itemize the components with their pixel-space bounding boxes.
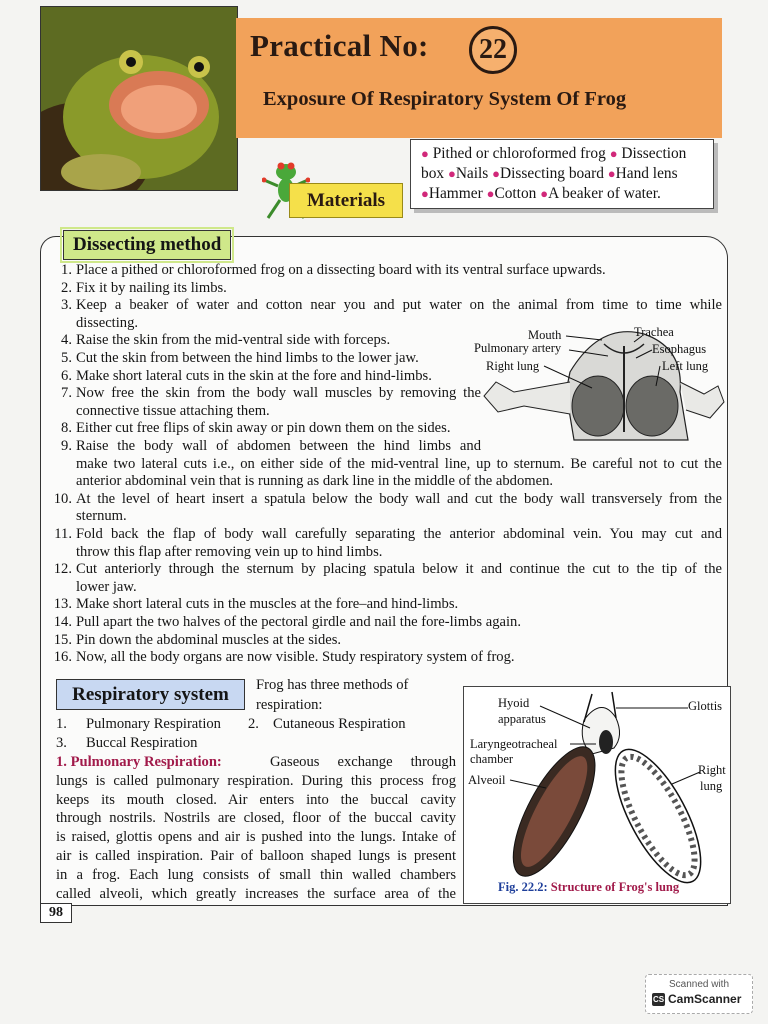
fig1-label-left-lung: Left lung [662, 359, 709, 373]
camscanner-watermark [645, 974, 753, 1014]
frog-photo [40, 6, 238, 191]
method-num: 2. [248, 716, 259, 732]
page-number: 98 [40, 903, 72, 923]
step-number: 7. [61, 385, 72, 402]
step-text-line: Keep a beaker of water and cotton near you and put water on the animal from time to time while [76, 297, 722, 314]
fig2-label-chamber: chamber [470, 752, 514, 766]
paragraph-line: lungs is called pulmonary respiration. During this process frog [56, 772, 456, 789]
caption-text: Structure of Frog's lung [550, 880, 680, 894]
paragraph-line: keeps its mouth closed. Air enters into the buccal cavity [56, 791, 456, 808]
scanner-top-text: Scanned with [668, 979, 730, 990]
step-text-line: Fold back the flap of body wall carefully separating the anterior abdominal vein. You may cut and [76, 526, 722, 542]
caption-prefix: Fig. 22.2: [498, 880, 548, 894]
materials-line: box ●Nails ●Dissecting board ●Hand lens [421, 165, 678, 182]
page-title: Practical No: [250, 28, 429, 63]
paragraph-line: through nostrils. Nostrils are closed, floor of the buccal cavity [56, 810, 456, 827]
material-item: Hammer [428, 185, 483, 202]
step-number: 8. [61, 420, 72, 437]
lung-figure-caption [498, 880, 679, 895]
material-item: box [421, 165, 445, 182]
step-number: 5. [61, 350, 72, 366]
step-number: 1. [61, 262, 72, 278]
step-number: 14. [53, 614, 72, 630]
respiratory-system-heading: Respiratory system [56, 679, 245, 710]
step-text-line: connective tissue attaching them. [76, 402, 270, 419]
paragraph-line: called alveoli, which greatly increases the surface area of the [56, 885, 456, 902]
step-text-line: throw this flap after removing vein up to hind limbs. [76, 543, 383, 560]
step-text-line: Raise the body wall of abdomen between the hind limbs and [76, 438, 481, 454]
fig1-label-mouth: Mouth [528, 328, 562, 342]
step-text-line: At the level of heart insert a spatula below the body wall and cut the body wall transversely from the [76, 490, 722, 507]
step-number: 16. [53, 649, 72, 666]
lung-structure-figure [466, 688, 728, 884]
paragraph-line: Gaseous exchange through [270, 754, 456, 770]
fig1-label-esophagus: Esophagus [652, 342, 707, 356]
pulmonary-respiration-title: 1. Pulmonary Respiration: [56, 754, 222, 770]
method-num: 3. [56, 735, 67, 751]
step-number: 15. [53, 631, 72, 648]
material-item: Dissecting board [500, 165, 604, 182]
step-text-line: sternum. [76, 508, 127, 525]
step-text-line: Fix it by nailing its limbs. [76, 279, 227, 296]
step-number: 11. [54, 526, 72, 542]
step-number: 4. [61, 332, 72, 349]
respiratory-intro-2: respiration: [256, 697, 323, 713]
step-text-line: Now free the skin from the body wall muscles by removing the [76, 385, 481, 402]
step-text-line: Make short lateral cuts in the skin at the fore and hind-limbs. [76, 367, 432, 384]
fig1-label-right-lung: Right lung [486, 359, 540, 373]
step-number: 6. [61, 367, 72, 384]
fig2-label-glottis: Glottis [688, 699, 723, 713]
method-cutaneous: Cutaneous Respiration [273, 716, 406, 732]
paragraph-line: is raised, glottis opens and air is pushed into the lungs. Intake of [56, 829, 456, 846]
step-text-line: Now, all the body organs are now visible. Study respiratory system of frog. [76, 649, 515, 666]
paragraph-line: air is called inspiration. Pair of balloon shaped lungs is present [56, 848, 456, 864]
material-item: A beaker of water. [548, 185, 661, 202]
material-item: Dissection [621, 145, 687, 162]
fig2-label-hyoid: Hyoid [498, 696, 530, 710]
material-item: Hand lens [615, 165, 678, 182]
fig1-label-pulmonary-artery: Pulmonary artery [474, 341, 562, 355]
step-text-line: make two lateral cuts i.e., on either side of the mid-ventral line, up to sternum. Be careful not to cut the [76, 455, 722, 472]
fig2-label-right: Right [698, 763, 726, 777]
step-number: 10. [53, 490, 72, 507]
step-number: 13. [53, 596, 72, 613]
camscanner-logo-icon: CS [652, 995, 665, 1004]
method-buccal: Buccal Respiration [86, 735, 198, 751]
dissected-frog-figure [474, 322, 726, 450]
step-number: 3. [61, 297, 72, 314]
step-text-line: anterior abdominal vein that is running as dark line in the middle of the abdomen. [76, 473, 554, 490]
step-text-line: Either cut free flips of skin away or pin down them on the sides. [76, 420, 451, 437]
paragraph-line: in a frog. Each lung consists of small thin walled chambers [56, 866, 456, 883]
practical-number: 22 [469, 26, 517, 74]
step-text-line: Cut the skin from between the hind limbs to the lower jaw. [76, 350, 419, 366]
method-num: 1. [56, 716, 67, 732]
step-text-line: Make short lateral cuts in the muscles at the fore–and hind-limbs. [76, 596, 459, 613]
materials-list [410, 139, 714, 209]
step-text-line: Place a pithed or chloroformed frog on a dissecting board with its ventral surface upwards. [76, 262, 606, 278]
step-text-line: lower jaw. [76, 578, 137, 595]
fig1-label-trachea: Trachea [634, 325, 674, 339]
materials-line: ●Hammer ●Cotton ●A beaker of water. [421, 185, 661, 202]
page-subtitle: Exposure Of Respiratory System Of Frog [263, 88, 627, 110]
fig2-label-lung: lung [700, 779, 723, 793]
materials-label: Materials [289, 183, 403, 218]
respiratory-intro-1: Frog has three methods of [256, 677, 409, 693]
fig2-label-laryngeotracheal: Laryngeotracheal [470, 737, 558, 751]
scanner-brand: CamScanner [668, 992, 742, 1006]
material-item: Pithed or chloroformed frog [432, 145, 606, 162]
step-number: 2. [61, 279, 72, 296]
material-item: Nails [455, 165, 489, 182]
step-text-line: dissecting. [76, 314, 139, 331]
step-text-line: Cut anteriorly through the sternum by placing spatula below it and continue the cut to the tip of the [76, 561, 722, 578]
step-text-line: Pin down the abdominal muscles at the sides. [76, 631, 342, 648]
fig2-label-alveoil: Alveoil [468, 773, 506, 787]
fig2-label-apparatus: apparatus [498, 712, 546, 726]
step-number: 9. [61, 438, 72, 454]
dissecting-method-heading: Dissecting method [63, 230, 231, 260]
step-text-line: Pull apart the two halves of the pectoral girdle and nail the fore-limbs again. [76, 614, 521, 630]
method-pulmonary: Pulmonary Respiration [86, 716, 221, 732]
step-text-line: Raise the skin from the mid-ventral side with forceps. [76, 332, 391, 349]
materials-line: ● Pithed or chloroformed frog ● Dissection [421, 145, 687, 162]
step-number: 12. [53, 561, 72, 578]
material-item: Cotton [494, 185, 537, 202]
